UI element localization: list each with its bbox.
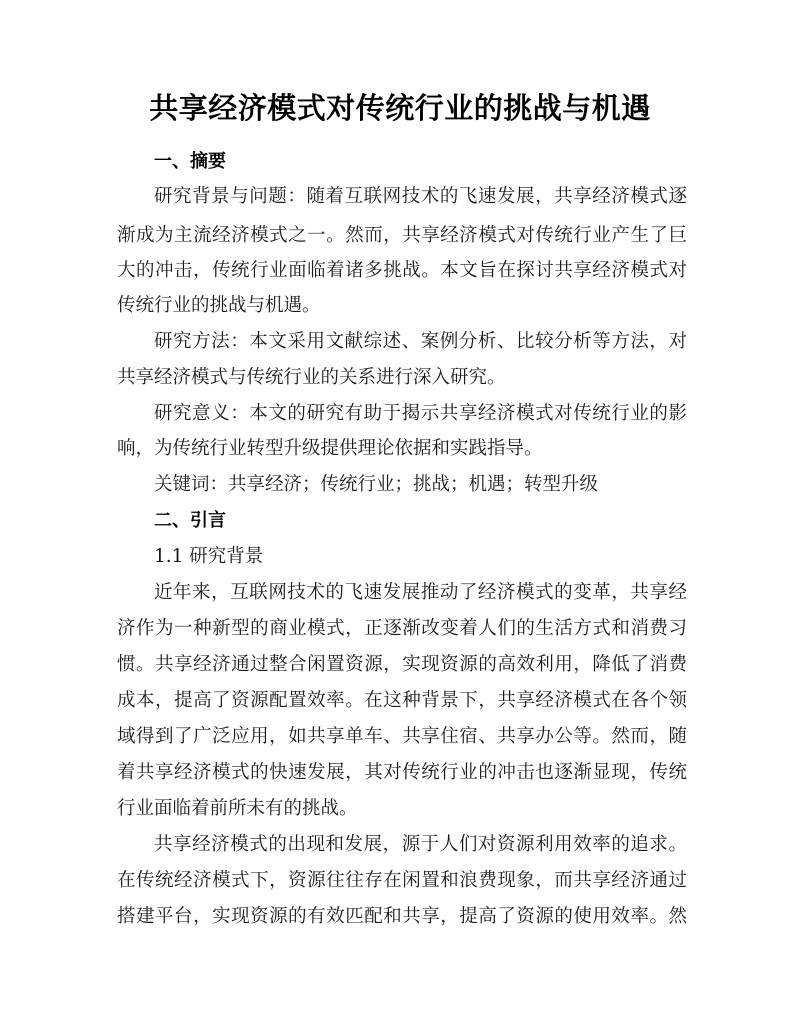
paragraph-line: 惯。共享经济通过整合闲置资源，实现资源的高效利用，降低了消费 xyxy=(117,654,687,675)
paragraph-line: 共享经济模式的出现和发展，源于人们对资源利用效率的追求。 xyxy=(154,834,687,855)
paragraph-line: 响，为传统行业转型升级提供理论依据和实践指导。 xyxy=(117,438,543,459)
document-title: 共享经济模式对传统行业的挑战与机遇 xyxy=(149,91,651,125)
intro-heading: 二、引言 xyxy=(154,510,226,531)
paragraph-line: 共享经济模式与传统行业的关系进行深入研究。 xyxy=(117,367,506,388)
paragraph-line: 域得到了广泛应用，如共享单车、共享住宿、共享办公等。然而，随 xyxy=(117,726,687,747)
paragraph-line: 行业面临着前所未有的挑战。 xyxy=(117,798,358,819)
paragraph-line: 在传统经济模式下，资源往往存在闲置和浪费现象，而共享经济通过 xyxy=(117,870,687,891)
keywords-line: 关键词：共享经济；传统行业；挑战；机遇；转型升级 xyxy=(154,474,599,495)
subsection-heading: 1.1 研究背景 xyxy=(154,546,264,567)
paragraph-line: 传统行业的挑战与机遇。 xyxy=(117,295,321,316)
paragraph-line: 研究意义：本文的研究有助于揭示共享经济模式对传统行业的影 xyxy=(154,403,687,424)
paragraph-line: 近年来，互联网技术的飞速发展推动了经济模式的变革，共享经 xyxy=(154,582,687,603)
paragraph-line: 济作为一种新型的商业模式，正逐渐改变着人们的生活方式和消费习 xyxy=(117,618,687,639)
paragraph-line: 大的冲击，传统行业面临着诸多挑战。本文旨在探讨共享经济模式对 xyxy=(117,260,687,281)
paragraph-line: 研究背景与问题：随着互联网技术的飞速发展，共享经济模式逐 xyxy=(154,186,687,207)
paragraph-line: 研究方法：本文采用文献综述、案例分析、比较分析等方法，对 xyxy=(154,331,687,352)
paragraph-line: 渐成为主流经济模式之一。然而，共享经济模式对传统行业产生了巨 xyxy=(117,225,687,246)
abstract-heading: 一、摘要 xyxy=(154,151,226,172)
paragraph-line: 搭建平台，实现资源的有效匹配和共享，提高了资源的使用效率。然 xyxy=(117,906,687,927)
paragraph-line: 成本，提高了资源配置效率。在这种背景下，共享经济模式在各个领 xyxy=(117,690,687,711)
paragraph-line: 着共享经济模式的快速发展，其对传统行业的冲击也逐渐显现，传统 xyxy=(117,762,687,783)
